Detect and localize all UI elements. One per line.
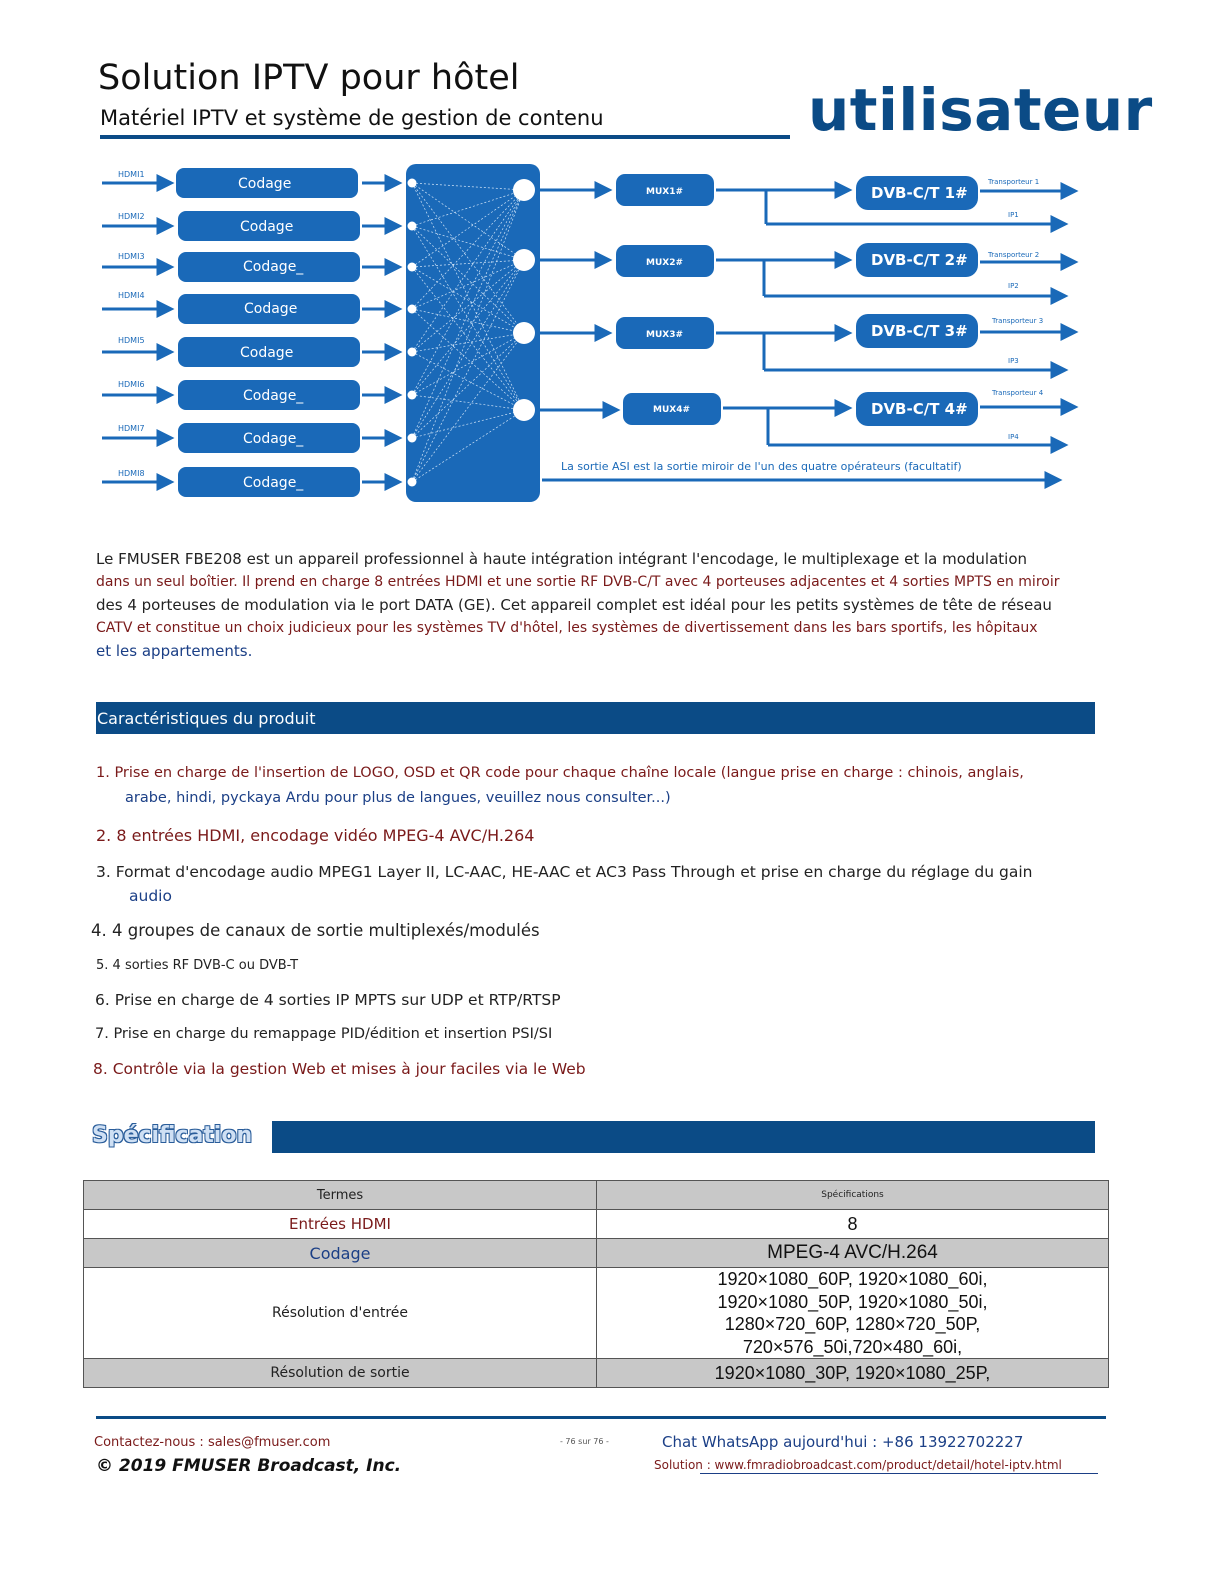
spec-header-bar [272,1121,1095,1153]
spec-value: 8 [597,1210,1109,1239]
mux-input-arrows [536,190,616,410]
page-subtitle: Matériel IPTV et système de gestion de contenu [100,106,604,130]
solution-underline [700,1473,1098,1474]
mux-label: MUX4# [653,405,691,415]
mux-label: MUX1# [646,187,684,197]
input-label: HDMI3 [118,252,145,261]
spec-value: 1920×1080_30P, 1920×1080_25P, [597,1359,1109,1388]
spec-value-line: 1920×1080_60P, 1920×1080_60i, [717,1269,988,1289]
input-label: HDMI7 [118,424,145,433]
feature-item: 7. Prise en charge du remappage PID/édition et insertion PSI/SI [95,1026,553,1042]
input-label: HDMI2 [118,212,145,221]
encoder-label: Codage_ [243,259,304,275]
spec-table [83,1180,1109,1388]
modulator-label: DVB-C/T 2# [871,251,968,269]
spec-term: Entrées HDMI [84,1210,597,1239]
spec-term: Résolution de sortie [84,1359,597,1388]
mux-label: MUX2# [646,258,684,268]
system-diagram [96,160,1096,505]
ip-output-label: IP1 [1008,211,1019,219]
feature-item: arabe, hindi, pyckaya Ardu pour plus de langues, veuillez nous consulter...) [125,790,671,806]
encoder-label: Codage [240,219,294,235]
spec-value-line: 720×576_50i,720×480_60i, [742,1336,963,1357]
table-row [84,1210,1109,1239]
whatsapp-contact[interactable]: Chat WhatsApp aujourd'hui : +86 13922702227 [662,1433,1024,1451]
table-header-cell: Termes [84,1181,597,1210]
encoder-label: Codage [238,176,292,192]
input-label: HDMI4 [118,291,145,300]
intro-line: CATV et constitue un choix judicieux pour les systèmes TV d'hôtel, les systèmes de divertissement dans les bars sportifs, les hôpitaux [96,620,1038,636]
intro-line: dans un seul boîtier. Il prend en charge 8 entrées HDMI et une sortie RF DVB-C/T avec 4 porteuses adjacentes et 4 sorties MPTS en miroir [96,574,1060,590]
contact-email[interactable]: Contactez-nous : sales@fmuser.com [94,1435,331,1450]
input-label: HDMI1 [118,170,145,179]
spec-term: Résolution d'entrée [84,1268,597,1359]
copyright: © 2019 FMUSER Broadcast, Inc. [96,1456,402,1476]
ip-output-label: IP2 [1008,282,1019,290]
carrier-label: Transporteur 4 [992,389,1044,397]
table-row [84,1239,1109,1268]
intro-paragraph [96,548,1086,663]
encoder-label: Codage [240,345,294,361]
feature-item: 8. Contrôle via la gestion Web et mises à jour faciles via le Web [93,1060,586,1078]
table-row [84,1268,1109,1359]
spec-value: MPEG-4 AVC/H.264 [597,1239,1109,1268]
feature-item: 6. Prise en charge de 4 sorties IP MPTS sur UDP et RTP/RTSP [95,991,561,1009]
asi-note: La sortie ASI est la sortie miroir de l'un des quatre opérateurs (facultatif) [561,460,962,473]
spec-term: Codage [84,1239,597,1268]
spec-title: Spécification [92,1123,253,1148]
modulator-label: DVB-C/T 4# [871,400,968,418]
encoder-label: Codage_ [243,475,304,491]
input-label: HDMI5 [118,336,145,345]
ip-output-label: IP4 [1008,433,1019,441]
page-title: Solution IPTV pour hôtel [98,58,520,98]
feature-item: 1. Prise en charge de l'insertion de LOGO, OSD et QR code pour chaque chaîne locale (langue prise en charge : chinois, anglais, [96,765,1024,781]
input-arrows [102,183,170,482]
ip-output-label: IP3 [1008,357,1019,365]
page-number: - 76 sur 76 - [560,1437,609,1446]
carrier-label: Transporteur 3 [992,317,1044,325]
spec-value-line: 1920×1080_50P, 1920×1080_50i, [717,1291,988,1312]
intro-line: et les appartements. [96,642,253,660]
encoder-label: Codage_ [243,431,304,447]
brand-logo: utilisateur [808,76,1153,144]
spec-value [597,1268,1109,1359]
feature-item: 5. 4 sorties RF DVB-C ou DVB-T [96,958,299,973]
spec-value-line: 1280×720_60P, 1280×720_50P, [724,1314,981,1334]
table-header-row [84,1181,1109,1210]
table-row [84,1359,1109,1388]
feature-item: audio [129,887,172,905]
footer-rule [96,1416,1106,1419]
input-label: HDMI8 [118,469,145,478]
input-label: HDMI6 [118,380,145,389]
solution-link[interactable]: Solution : www.fmradiobroadcast.com/product/detail/hotel-iptv.html [654,1458,1062,1472]
intro-line: Le FMUSER FBE208 est un appareil professionnel à haute intégration intégrant l'encodage, le multiplexage et la modulation [96,550,1028,568]
table-header-cell: Spécifications [597,1181,1109,1210]
encoder-label: Codage_ [243,388,304,404]
carrier-label: Transporteur 1 [988,178,1040,186]
header-rule [100,135,790,139]
feature-item: 2. 8 entrées HDMI, encodage vidéo MPEG-4 AVC/H.264 [96,826,535,845]
mux-label: MUX3# [646,330,684,340]
feature-item: 3. Format d'encodage audio MPEG1 Layer II, LC-AAC, HE-AAC et AC3 Pass Through et prise en charge du réglage du gain [96,863,1033,881]
encoder-label: Codage [244,301,298,317]
encoder-output-arrows [362,183,398,482]
intro-line: des 4 porteuses de modulation via le port DATA (GE). Cet appareil complet est idéal pour les petits systèmes de tête de réseau [96,596,1052,614]
modulator-label: DVB-C/T 3# [871,322,968,340]
feature-item: 4. 4 groupes de canaux de sortie multiplexés/modulés [91,921,540,940]
modulator-label: DVB-C/T 1# [871,184,968,202]
features-title: Caractéristiques du produit [97,709,316,728]
carrier-label: Transporteur 2 [988,251,1040,259]
